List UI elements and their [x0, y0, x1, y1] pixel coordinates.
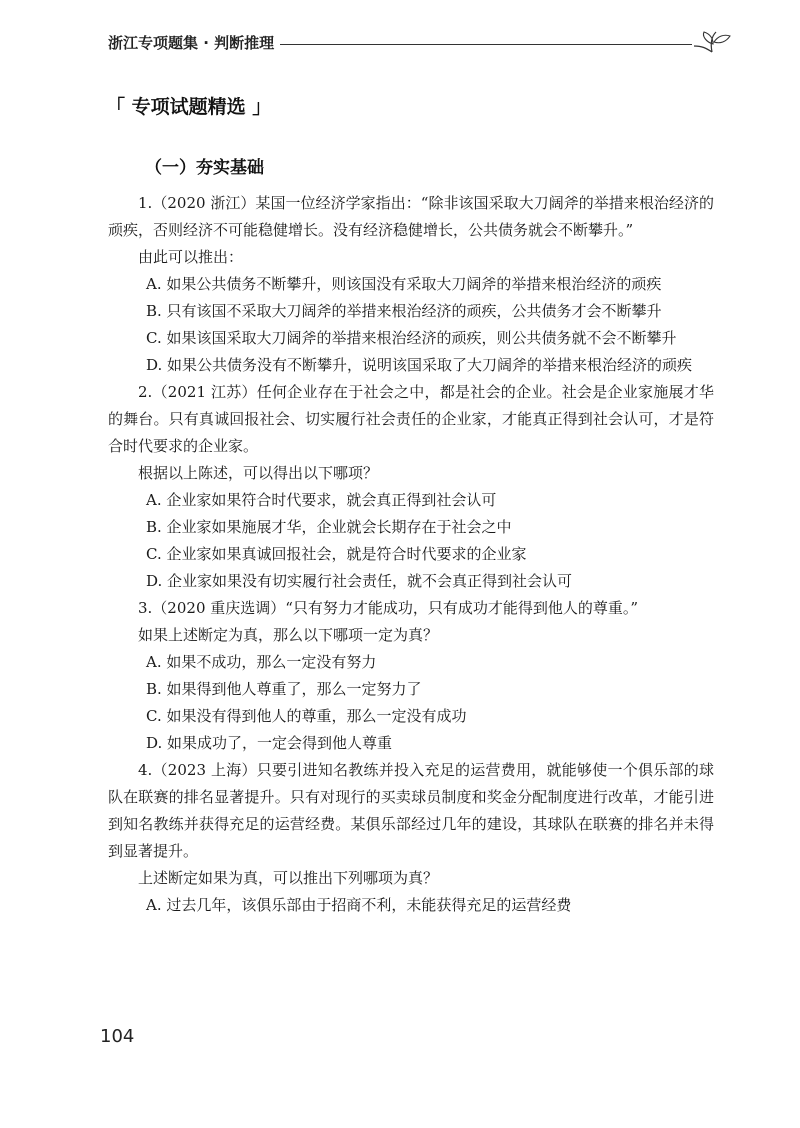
section-heading: 「 专项试题精选 」 [106, 96, 272, 118]
option-b: B. 只有该国不采取大刀阔斧的举措来根治经济的顽疾，公共债务才会不断攀升 [146, 302, 662, 320]
question-3 [108, 595, 714, 757]
question-list [108, 190, 714, 919]
question-2 [108, 379, 714, 595]
header-title: 浙江专项题集 · 判断推理 [108, 34, 275, 52]
question-stem: 4.（2023 上海）只要引进知名教练并投入充足的运营费用，就能够使一个俱乐部的球队在联赛的排名显著提升。只有对现行的买卖球员制度和奖金分配制度进行改革，才能引进到知名教练并获得充足的运营经费。某俱乐部经过几年的建设，其球队在联赛的排名并未得到显著提升。 [108, 761, 714, 860]
option-c: C. 如果该国采取大刀阔斧的举措来根治经济的顽疾，则公共债务就不会不断攀升 [146, 329, 677, 347]
option-a: A. 如果公共债务不断攀升，则该国没有采取大刀阔斧的举措来根治经济的顽疾 [146, 275, 662, 293]
option-a: A. 如果不成功，那么一定没有努力 [146, 653, 377, 671]
sprout-leaf-icon [692, 28, 732, 56]
option-a: A. 过去几年，该俱乐部由于招商不利，未能获得充足的运营经费 [146, 896, 572, 914]
question-prompt: 上述断定如果为真，可以推出下列哪项为真？ [138, 869, 439, 887]
page-number: 104 [100, 1026, 135, 1047]
question-stem: 3.（2020 重庆选调）“只有努力才能成功，只有成功才能得到他人的尊重。” [138, 599, 639, 617]
question-stem: 1.（2020 浙江）某国一位经济学家指出：“除非该国采取大刀阔斧的举措来根治经济的顽疾，否则经济不可能稳健增长。没有经济稳健增长，公共债务就会不断攀升。” [108, 194, 714, 239]
question-prompt: 根据以上陈述，可以得出以下哪项？ [138, 464, 379, 482]
option-b: B. 如果得到他人尊重了，那么一定努力了 [146, 680, 422, 698]
question-4 [108, 757, 714, 919]
question-prompt: 由此可以推出： [138, 248, 244, 266]
header-rule [280, 44, 692, 45]
question-prompt: 如果上述断定为真，那么以下哪项一定为真？ [138, 626, 439, 644]
question-1 [108, 190, 714, 379]
option-c: C. 如果没有得到他人的尊重，那么一定没有成功 [146, 707, 467, 725]
subsection-heading: （一）夯实基础 [145, 158, 264, 178]
question-stem: 2.（2021 江苏）任何企业存在于社会之中，都是社会的企业。社会是企业家施展才华的舞台。只有真诚回报社会、切实履行社会责任的企业家，才能真正得到社会认可，才是符合时代要求的企业家。 [108, 383, 714, 455]
page-header [108, 28, 728, 58]
option-d: D. 如果成功了，一定会得到他人尊重 [146, 734, 393, 752]
option-d: D. 企业家如果没有切实履行社会责任，就不会真正得到社会认可 [146, 572, 573, 590]
option-d: D. 如果公共债务没有不断攀升，说明该国采取了大刀阔斧的举措来根治经济的顽疾 [146, 356, 693, 374]
option-b: B. 企业家如果施展才华，企业就会长期存在于社会之中 [146, 518, 512, 536]
option-a: A. 企业家如果符合时代要求，就会真正得到社会认可 [146, 491, 497, 509]
option-c: C. 企业家如果真诚回报社会，就是符合时代要求的企业家 [146, 545, 527, 563]
